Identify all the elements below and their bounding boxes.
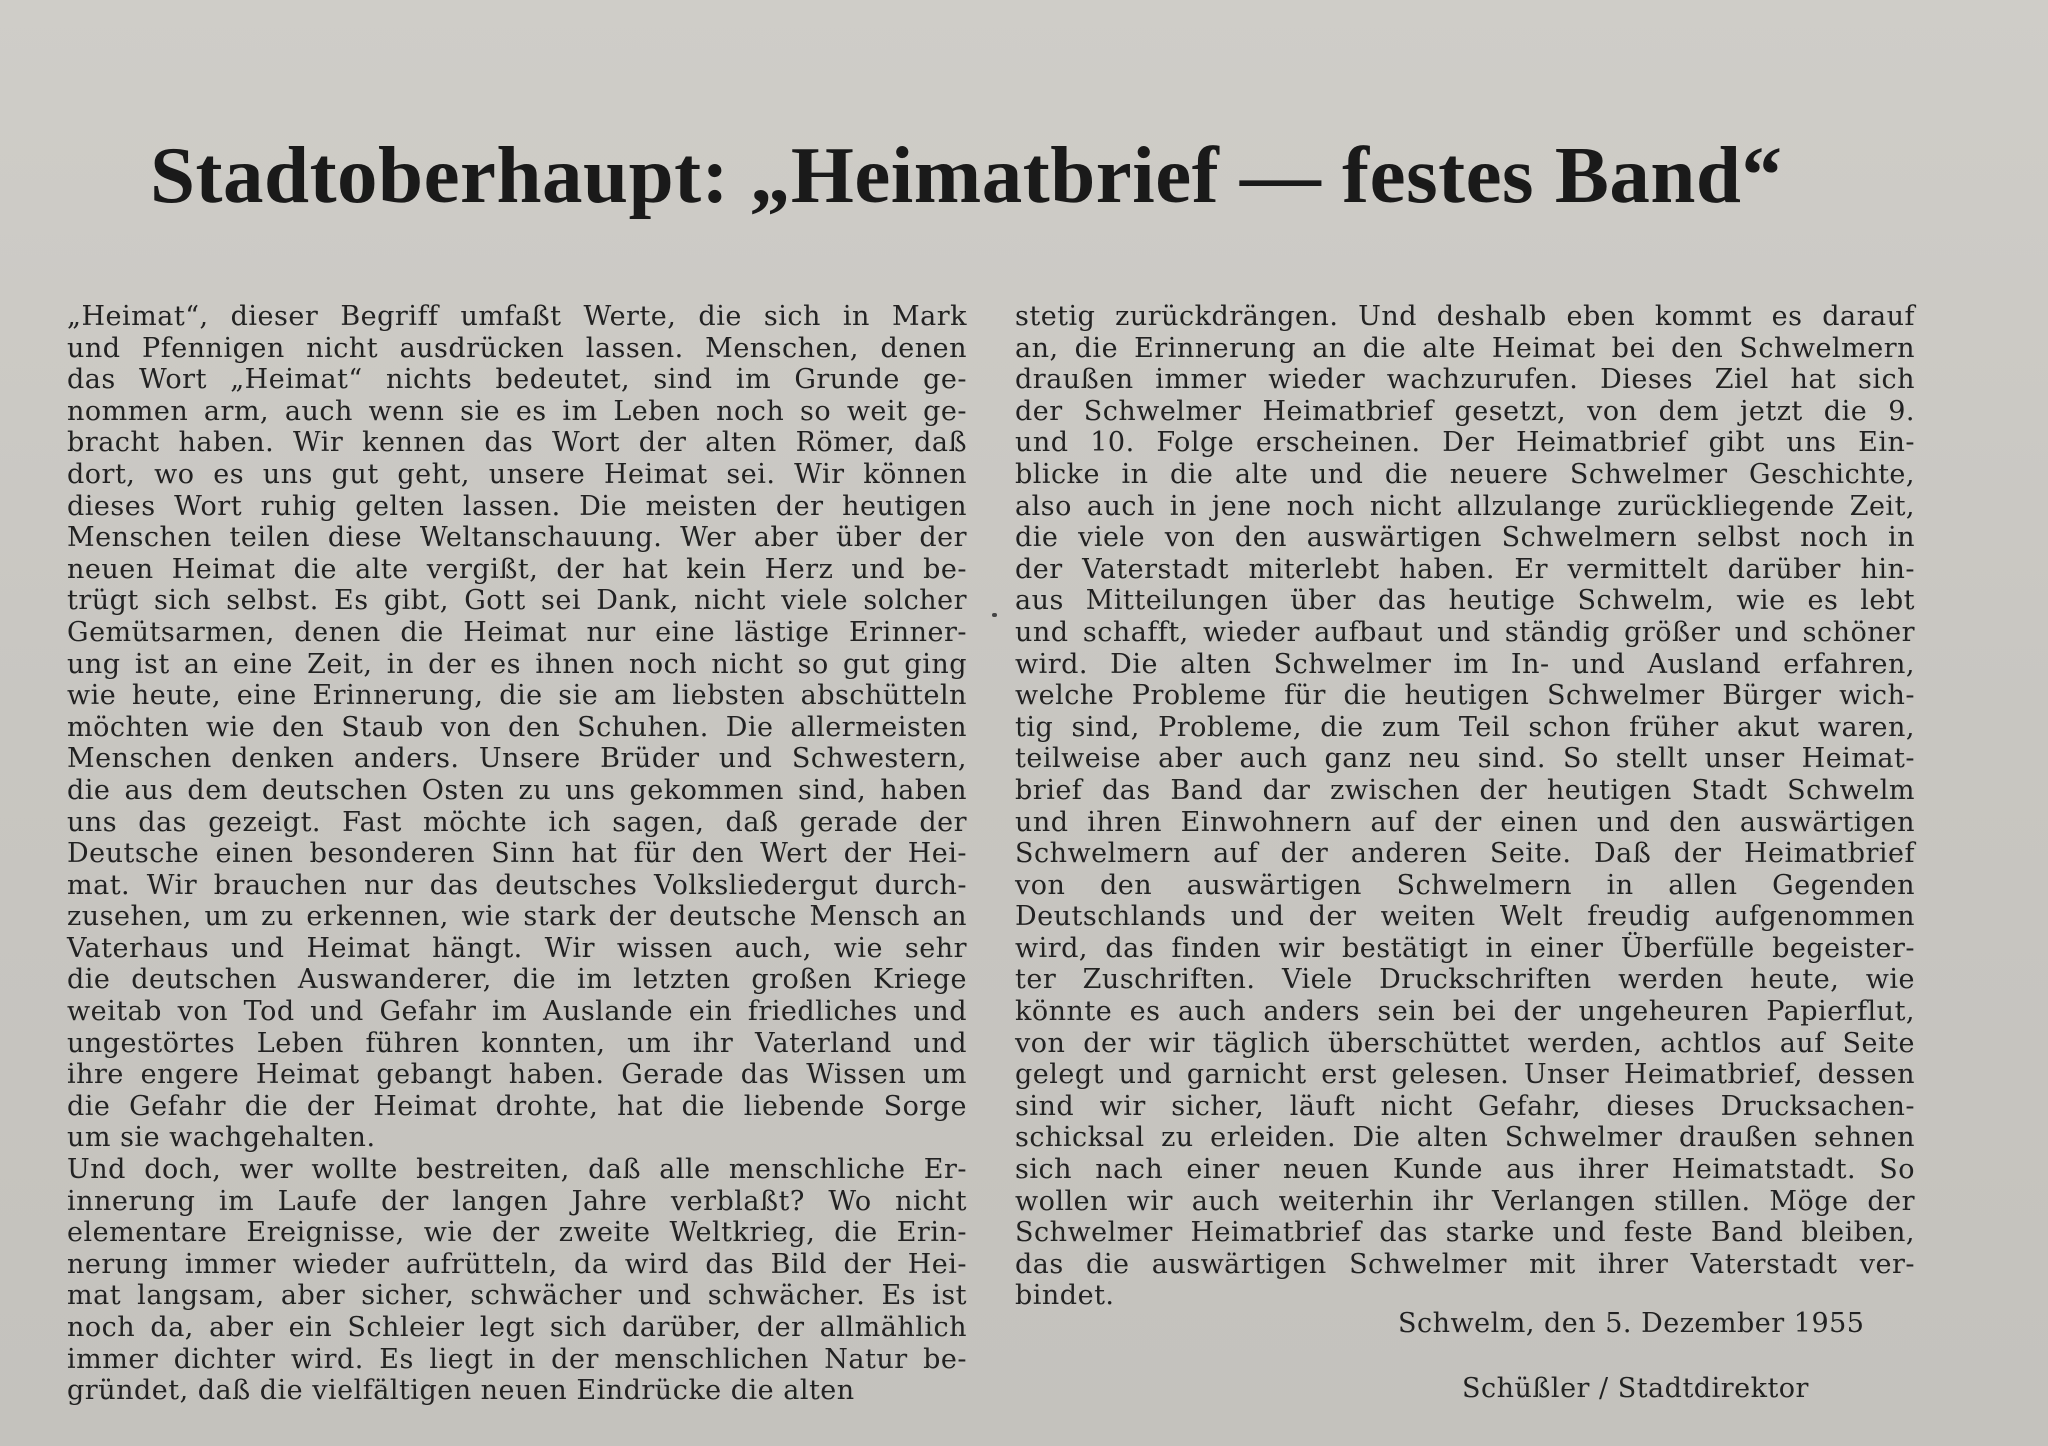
text-line: brief das Band dar zwischen der heutigen Stadt Schwelm [1015,774,1915,806]
text-line: dieses Wort ruhig gelten lassen. Die meisten der heutigen [67,490,967,522]
text-line: gründet, daß die vielfältigen neuen Eindrücke die alten [67,1375,855,1407]
dateline: Schwelm, den 5. Dezember 1955 [1398,1308,1865,1339]
text-line: stetig zurückdrängen. Und deshalb eben kommt es darauf [1015,301,1915,332]
text-line: von der wir täglich überschüttet werden, achtlos auf Seite [1015,1027,1915,1059]
text-line: Deutsche einen besonderen Sinn hat für den Wert der Hei- [67,838,967,870]
text-line: noch da, aber ein Schleier legt sich darüber, der allmählich [67,1312,967,1343]
text-line: wird, das finden wir bestätigt in einer Überfülle begeister- [1015,932,1915,964]
text-line: möchten wie den Staub von den Schuhen. Die allermeisten [67,711,967,743]
text-line: Deutschlands und der weiten Welt freudig aufgenommen [1015,901,1915,933]
text-line: teilweise aber auch ganz neu sind. So stellt unser Heimat- [1015,743,1915,775]
text-line: uns das gezeigt. Fast möchte ich sagen, daß gerade der [67,806,967,838]
text-line: welche Probleme für die heutigen Schwelmer Bürger wich- [1015,680,1915,712]
text-line: trügt sich selbst. Es gibt, Gott sei Dank, nicht viele solcher [67,585,967,617]
text-line: wollen wir auch weiterhin ihr Verlangen stillen. Möge der [1015,1185,1915,1217]
text-line: zusehen, um zu erkennen, wie stark der deutsche Mensch an [67,901,967,933]
text-line: ung ist an eine Zeit, in der es ihnen noch nicht so gut ging [67,648,967,680]
text-line: blicke in die alte und die neuere Schwelmer Geschichte, [1015,458,1915,490]
print-speck [992,613,997,617]
text-line: draußen immer wieder wachzurufen. Dieses Ziel hat sich [1015,364,1915,396]
text-line: und Pfennigen nicht ausdrücken lassen. Menschen, denen [67,332,967,364]
article-column-left [67,301,967,1407]
text-line: das Wort „Heimat“ nichts bedeutet, sind im Grunde ge- [67,364,967,396]
text-line: innerung im Laufe der langen Jahre verblaßt? Wo nicht [67,1185,967,1217]
text-line: weitab von Tod und Gefahr im Auslande ein friedliches und [67,996,967,1028]
text-line: wird. Die alten Schwelmer im In- und Ausland erfahren, [1015,648,1915,680]
text-line: und 10. Folge erscheinen. Der Heimatbrief gibt uns Ein- [1015,427,1915,459]
text-line: ter Zuschriften. Viele Druckschriften werden heute, wie [1015,964,1915,996]
text-line: neuen Heimat die alte vergißt, der hat kein Herz und be- [67,553,967,585]
text-line: nerung immer wieder aufrütteln, da wird das Bild der Hei- [67,1248,967,1280]
headline: Stadtoberhaupt: „Heimatbrief — festes Band“ [150,130,1783,220]
text-line: um sie wachgehalten. [67,1122,376,1154]
text-line: bindet. [1015,1280,1115,1312]
text-line: Schwelmern auf der anderen Seite. Daß der Heimatbrief [1015,838,1915,870]
text-line: mat langsam, aber sicher, schwächer und schwächer. Es ist [67,1280,967,1312]
text-line: könnte es auch anders sein bei der ungeheuren Papierflut, [1015,996,1915,1028]
text-line: dort, wo es uns gut geht, unsere Heimat sei. Wir können [67,458,967,490]
text-line: Gemütsarmen, denen die Heimat nur eine lästige Erinner- [67,616,967,648]
text-line: bracht haben. Wir kennen das Wort der alten Römer, daß [67,427,967,459]
text-line: „Heimat“, dieser Begriff umfaßt Werte, die sich in Mark [67,301,967,332]
text-line: sich nach einer neuen Kunde aus ihrer Heimatstadt. So [1015,1154,1915,1186]
text-line: gelegt und garnicht erst gelesen. Unser Heimatbrief, dessen [1015,1059,1915,1091]
text-line: tig sind, Probleme, die zum Teil schon früher akut waren, [1015,711,1915,743]
text-line: schicksal zu erleiden. Die alten Schwelmer draußen sehnen [1015,1122,1915,1154]
text-line: die aus dem deutschen Osten zu uns gekommen sind, haben [67,774,967,806]
article-column-right [1015,301,1915,1312]
text-line: und ihren Einwohnern auf der einen und den auswärtigen [1015,806,1915,838]
text-line: nommen arm, auch wenn sie es im Leben noch so weit ge- [67,395,967,427]
text-line: aus Mitteilungen über das heutige Schwelm, wie es lebt [1015,585,1915,617]
text-line: der Vaterstadt miterlebt haben. Er vermittelt darüber hin- [1015,553,1915,585]
text-line: von den auswärtigen Schwelmern in allen Gegenden [1015,869,1915,901]
text-line: Menschen denken anders. Unsere Brüder und Schwestern, [67,743,967,775]
text-line: der Schwelmer Heimatbrief gesetzt, von dem jetzt die 9. [1015,395,1915,427]
text-line: Und doch, wer wollte bestreiten, daß alle menschliche Er- [67,1154,967,1186]
text-line: ihre engere Heimat gebangt haben. Gerade das Wissen um [67,1059,967,1091]
signature: Schüßler / Stadtdirektor [1462,1373,1809,1404]
text-line: Schwelmer Heimatbrief das starke und feste Band bleiben, [1015,1217,1915,1249]
text-line: ungestörtes Leben führen konnten, um ihr Vaterland und [67,1027,967,1059]
text-line: wie heute, eine Erinnerung, die sie am liebsten abschütteln [67,680,967,712]
text-line: Vaterhaus und Heimat hängt. Wir wissen auch, wie sehr [67,932,967,964]
text-line: die Gefahr die der Heimat drohte, hat die liebende Sorge [67,1090,967,1122]
text-line: also auch in jene noch nicht allzulange zurückliegende Zeit, [1015,490,1915,522]
text-line: die viele von den auswärtigen Schwelmern selbst noch in [1015,522,1915,554]
text-line: und schafft, wieder aufbaut und ständig größer und schöner [1015,616,1915,648]
text-line: mat. Wir brauchen nur das deutsches Volksliedergut durch- [67,869,967,901]
text-line: sind wir sicher, läuft nicht Gefahr, dieses Drucksachen- [1015,1090,1915,1122]
text-line: immer dichter wird. Es liegt in der menschlichen Natur be- [67,1343,967,1375]
text-line: Menschen teilen diese Weltanschauung. Wer aber über der [67,522,967,554]
text-line: an, die Erinnerung an die alte Heimat bei den Schwelmern [1015,332,1915,364]
text-line: das die auswärtigen Schwelmer mit ihrer Vaterstadt ver- [1015,1248,1915,1280]
text-line: elementare Ereignisse, wie der zweite Weltkrieg, die Erin- [67,1217,967,1249]
text-line: die deutschen Auswanderer, die im letzten großen Kriege [67,964,967,996]
